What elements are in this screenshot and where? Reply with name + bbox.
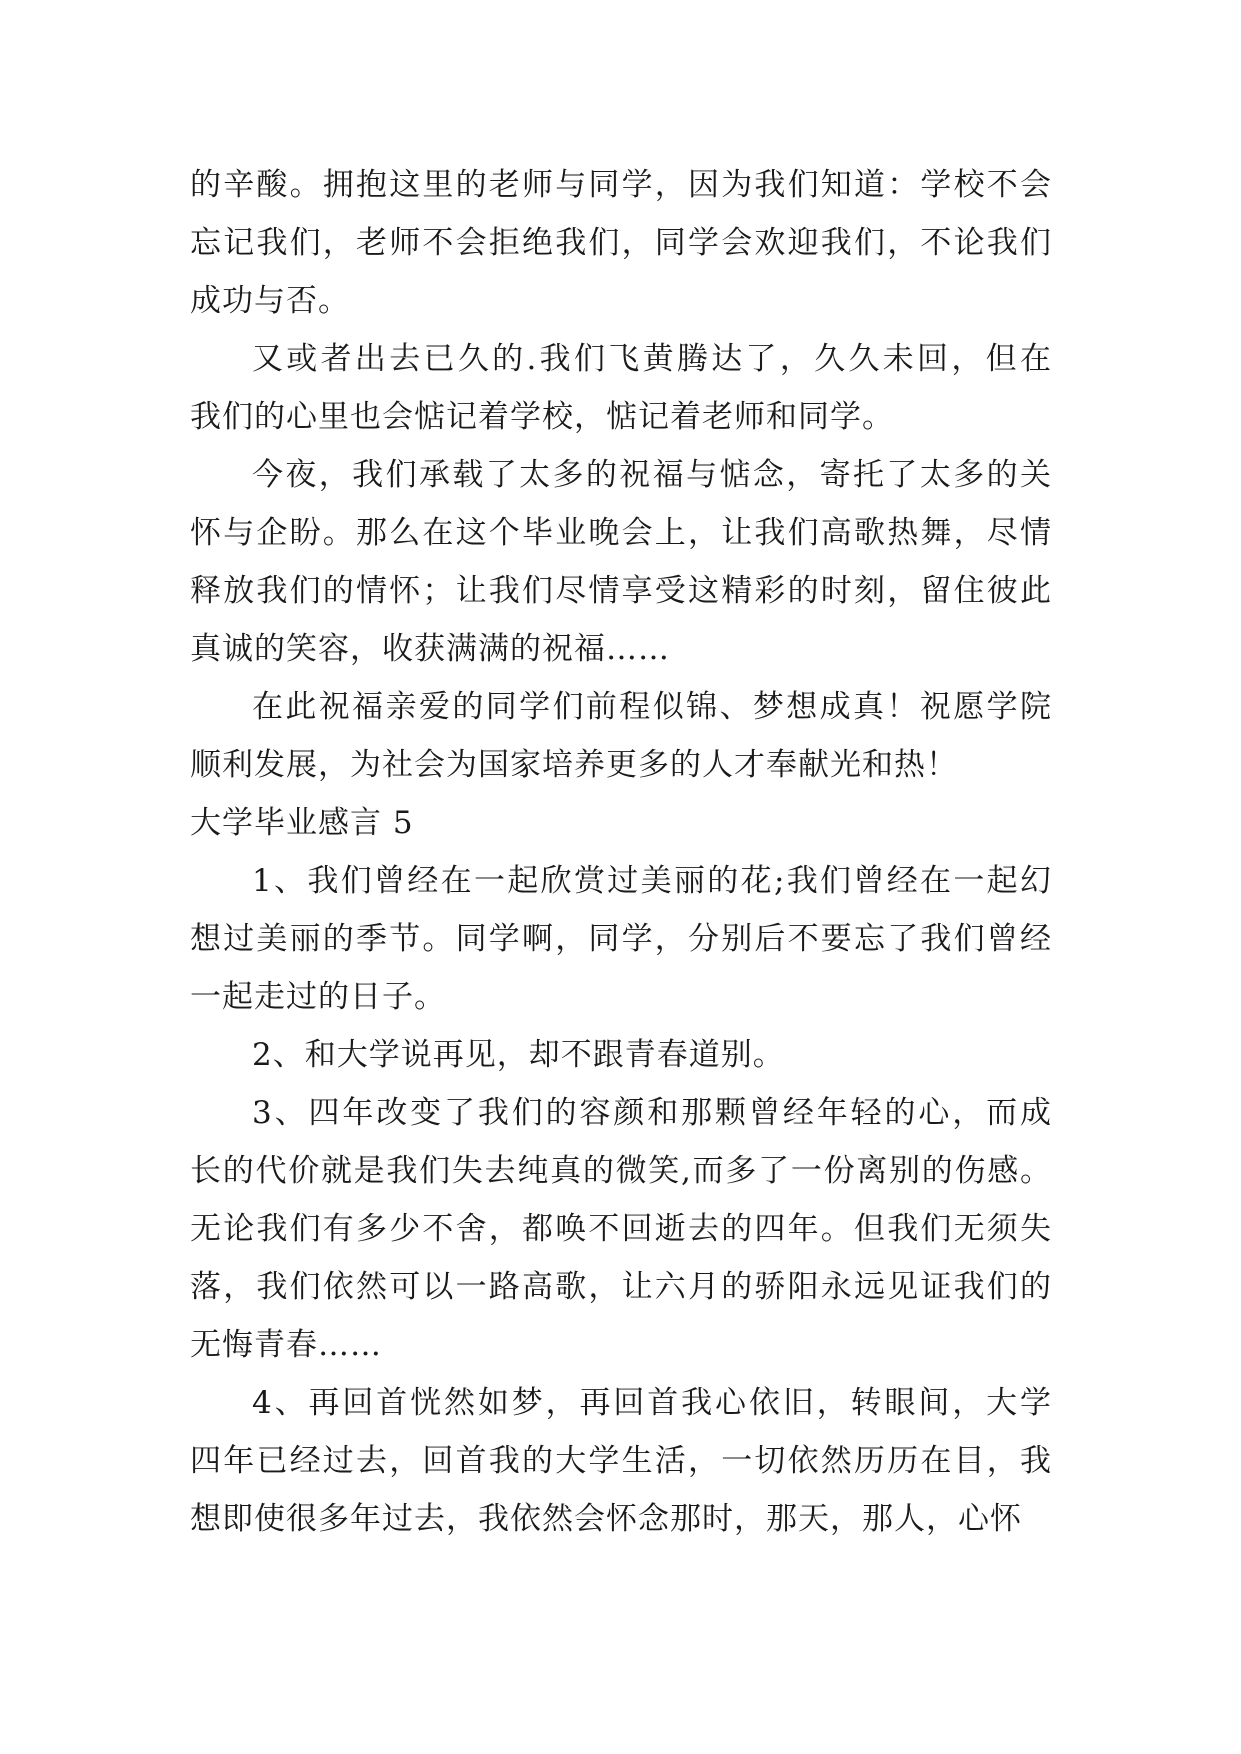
text-line: 长的代价就是我们失去纯真的微笑,而多了一份离别的伤感。 bbox=[190, 1153, 1052, 1189]
text-line: 2、和大学说再见，却不跟青春道别。 bbox=[252, 1037, 785, 1073]
text-line: 想即使很多年过去，我依然会怀念那时，那天，那人，心怀 bbox=[190, 1501, 1022, 1537]
text-line: 怀与企盼。那么在这个毕业晚会上，让我们高歌热舞，尽情 bbox=[190, 515, 1052, 551]
paragraph bbox=[190, 852, 1052, 1026]
text-line: 释放我们的情怀；让我们尽情享受这精彩的时刻，留住彼此 bbox=[190, 573, 1052, 609]
text-line: 想过美丽的季节。同学啊，同学，分别后不要忘了我们曾经 bbox=[190, 921, 1052, 957]
paragraph bbox=[190, 446, 1052, 678]
text-line: 忘记我们，老师不会拒绝我们，同学会欢迎我们，不论我们 bbox=[190, 225, 1052, 261]
text-line: 在此祝福亲爱的同学们前程似锦、梦想成真！祝愿学院 bbox=[252, 689, 1052, 725]
text-line: 3、四年改变了我们的容颜和那颗曾经年轻的心，而成 bbox=[252, 1095, 1052, 1131]
text-line: 又或者出去已久的.我们飞黄腾达了，久久未回，但在 bbox=[252, 341, 1052, 377]
text-line: 真诚的笑容，收获满满的祝福…… bbox=[190, 631, 670, 667]
text-line: 我们的心里也会惦记着学校，惦记着老师和同学。 bbox=[190, 399, 894, 435]
document-page bbox=[190, 156, 1052, 1548]
text-line: 四年已经过去，回首我的大学生活，一切依然历历在目，我 bbox=[190, 1443, 1052, 1479]
text-line: 顺利发展，为社会为国家培养更多的人才奉献光和热！ bbox=[190, 747, 958, 783]
text-line: 今夜，我们承载了太多的祝福与惦念，寄托了太多的关 bbox=[252, 457, 1052, 493]
paragraph bbox=[190, 1026, 1052, 1084]
paragraph bbox=[190, 678, 1052, 794]
paragraph bbox=[190, 156, 1052, 330]
paragraph bbox=[190, 330, 1052, 446]
text-line: 一起走过的日子。 bbox=[190, 979, 446, 1015]
text-line: 大学毕业感言 5 bbox=[190, 805, 414, 841]
section-heading bbox=[190, 794, 1052, 852]
text-line: 成功与否。 bbox=[190, 283, 350, 319]
text-line: 的辛酸。拥抱这里的老师与同学，因为我们知道：学校不会 bbox=[190, 167, 1052, 203]
text-line: 1、我们曾经在一起欣赏过美丽的花;我们曾经在一起幻 bbox=[252, 863, 1052, 899]
text-line: 落，我们依然可以一路高歌，让六月的骄阳永远见证我们的 bbox=[190, 1269, 1052, 1305]
paragraph bbox=[190, 1374, 1052, 1548]
paragraph bbox=[190, 1084, 1052, 1374]
text-line: 4、再回首恍然如梦，再回首我心依旧，转眼间，大学 bbox=[252, 1385, 1052, 1421]
text-line: 无悔青春…… bbox=[190, 1327, 382, 1363]
text-line: 无论我们有多少不舍，都唤不回逝去的四年。但我们无须失 bbox=[190, 1211, 1052, 1247]
